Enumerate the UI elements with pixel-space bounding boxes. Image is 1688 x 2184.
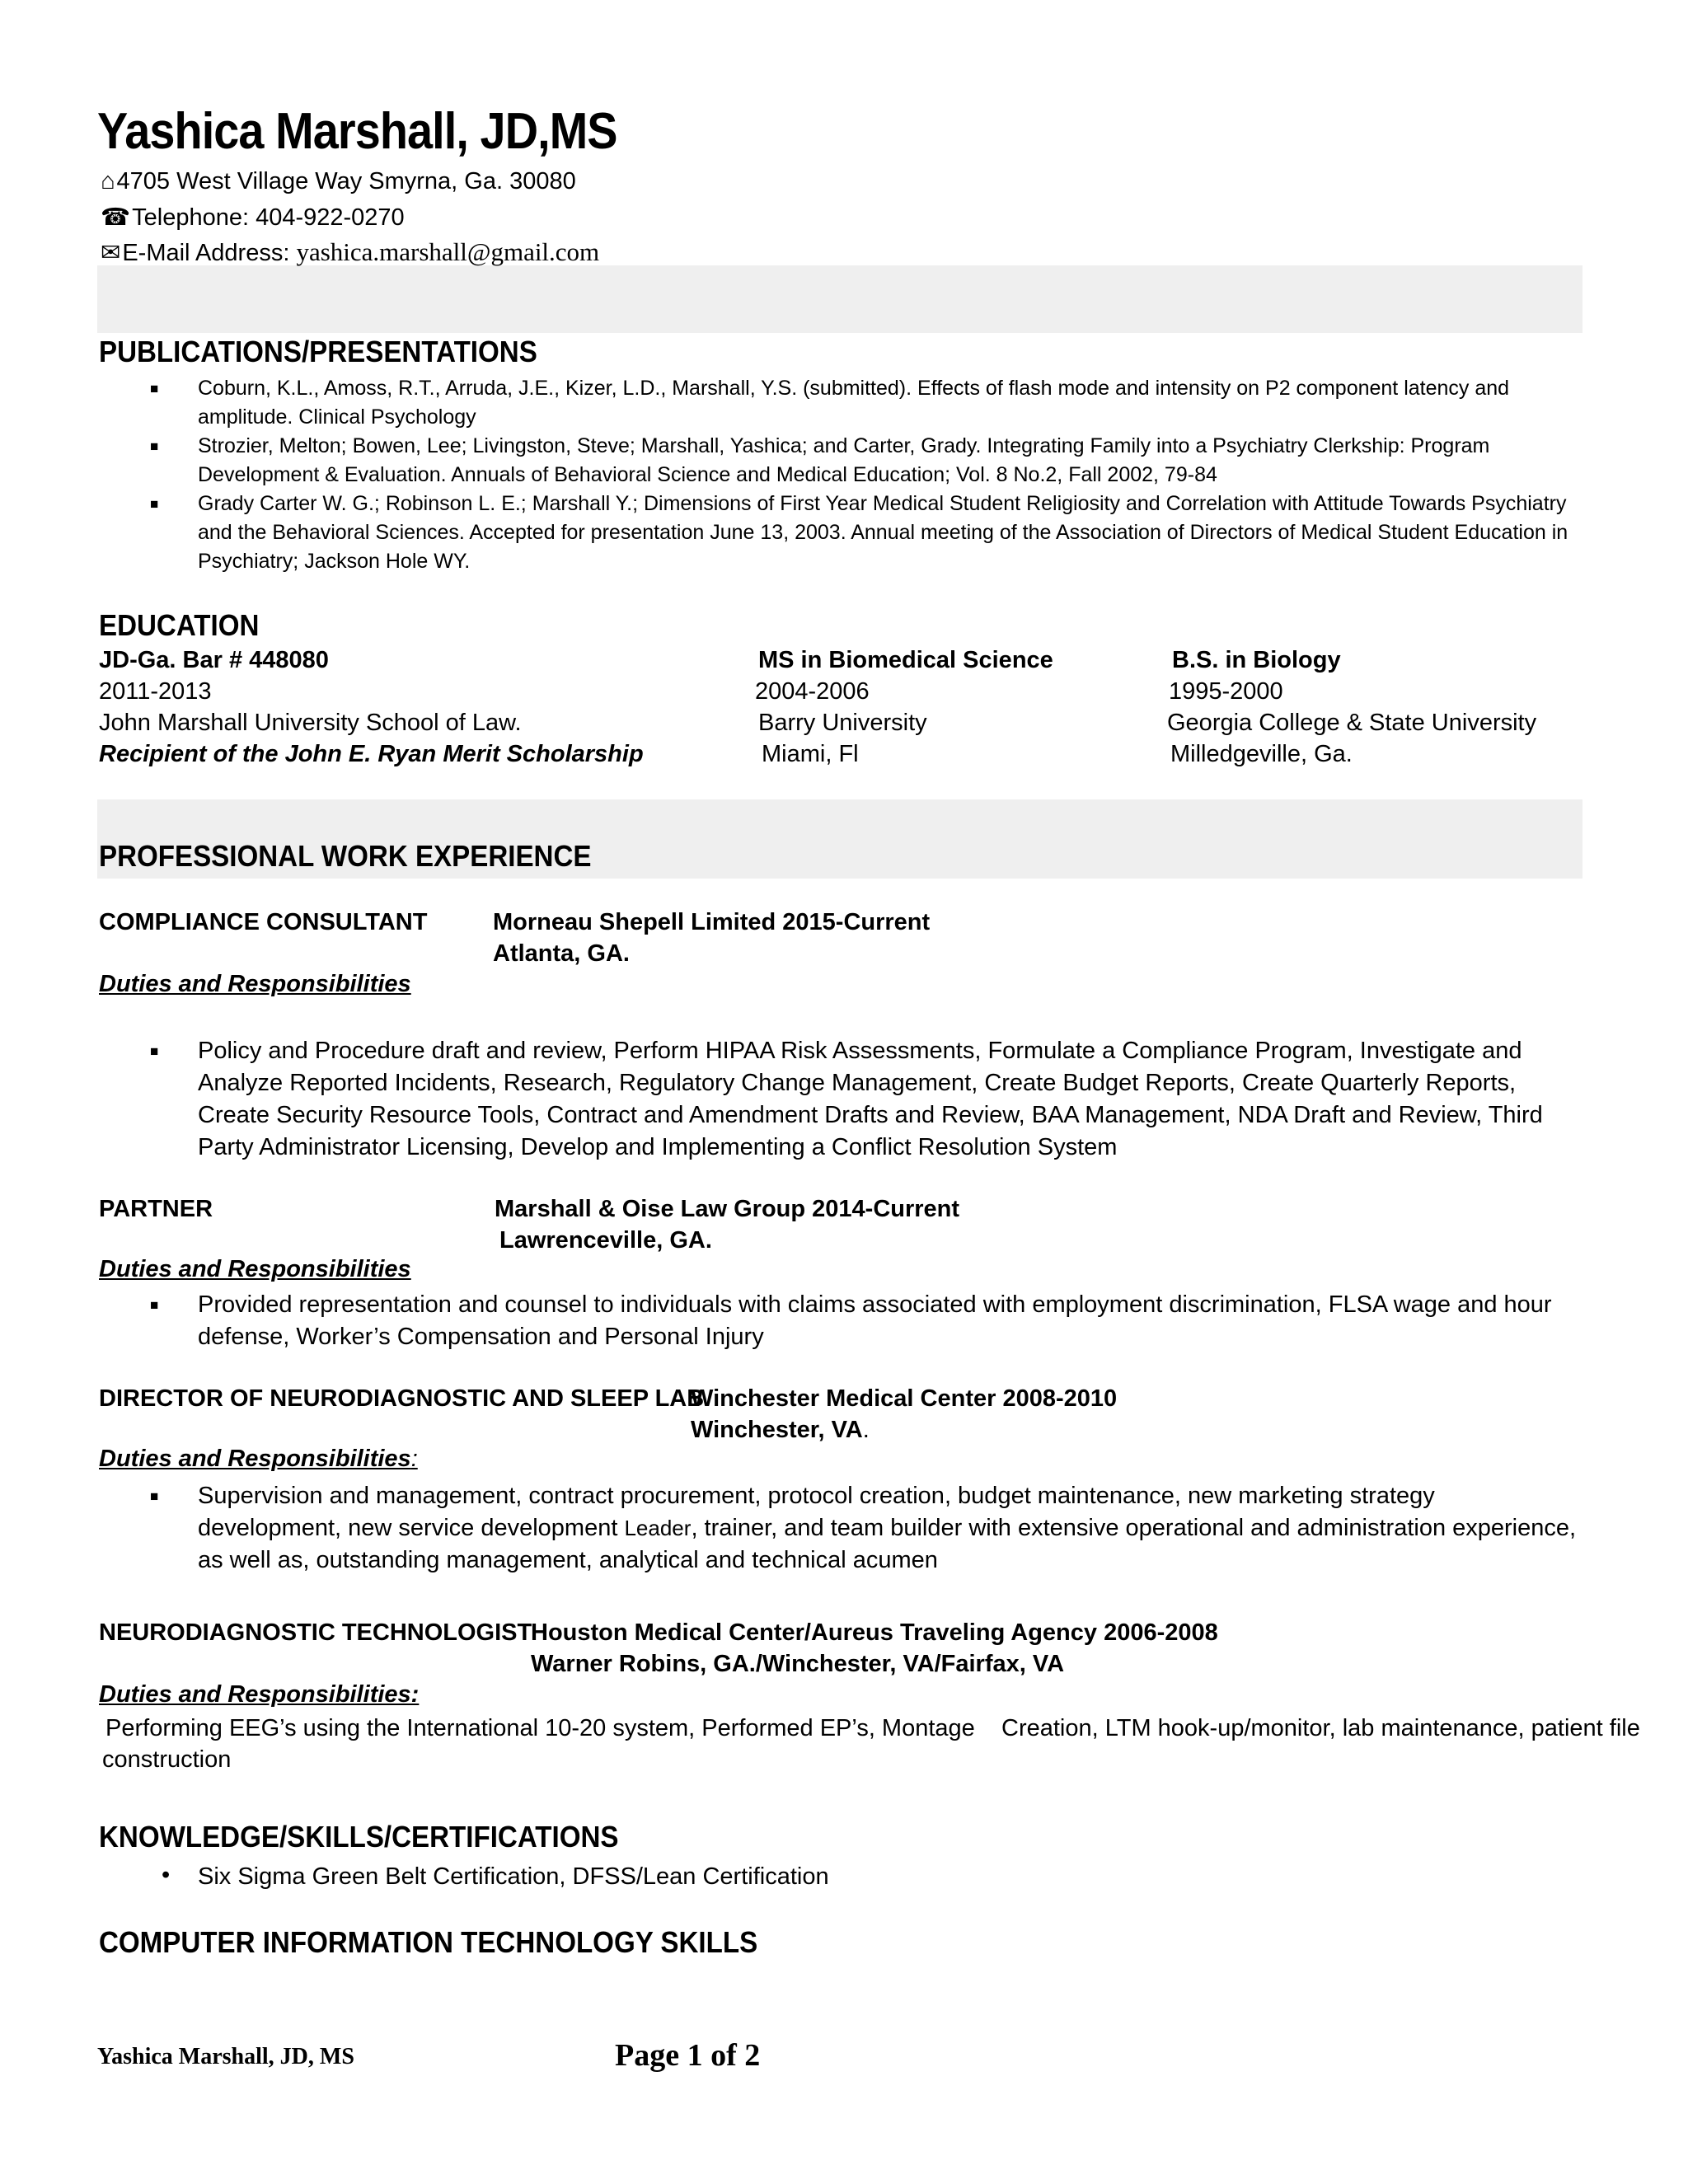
education-heading: EDUCATION <box>99 608 260 642</box>
address-text: 4705 West Village Way Smyrna, Ga. 30080 <box>116 168 576 194</box>
skill-item: Six Sigma Green Belt Certification, DFSS/Lean Certification <box>198 1863 829 1890</box>
education-degree: B.S. in Biology <box>1172 647 1341 673</box>
education-honor: Recipient of the John E. Ryan Merit Scholarship <box>99 741 644 767</box>
job-title: NEURODIAGNOSTIC TECHNOLOGIST <box>99 1619 532 1646</box>
bullet-icon: ■ <box>150 496 159 512</box>
telephone-line <box>101 203 405 232</box>
duties-label: Duties and Responsibilities <box>99 1256 411 1282</box>
education-degree: MS in Biomedical Science <box>758 647 1053 673</box>
bullet-icon: ■ <box>150 381 159 396</box>
publication-item: Grady Carter W. G.; Robinson L. E.; Marshall Y.; Dimensions of First Year Medical Student Religiosity and Correlation with Attitude Towards Psychiatry and the Behavioral Sciences. Accepted for presentation June 13, 2003. Annual meeting of the Association of Directors of Medical Student Education in Psychiatry; Jackson Hole WY. <box>198 492 1568 573</box>
education-school: Georgia College & State University <box>1167 710 1537 736</box>
footer-name: Yashica Marshall, JD, MS <box>97 2044 354 2069</box>
education-years: 2011-2013 <box>99 678 212 705</box>
job-title: PARTNER <box>99 1196 213 1222</box>
education-school: Barry University <box>758 710 927 736</box>
job-location-line <box>691 1414 870 1446</box>
address-line <box>101 168 576 195</box>
job-employer: Houston Medical Center/Aureus Traveling Agency 2006-2008 <box>531 1619 1218 1646</box>
duties-label: Duties and Responsibilities <box>99 971 411 997</box>
education-years: 2004-2006 <box>755 678 870 705</box>
email-line <box>101 237 599 267</box>
envelope-icon: ✉ <box>101 240 121 266</box>
header-band <box>97 265 1582 333</box>
job-employer: Morneau Shepell Limited 2015-Current <box>493 909 931 935</box>
home-icon: ⌂ <box>101 168 115 194</box>
education-degree: JD-Ga. Bar # 448080 <box>99 647 329 673</box>
education-location: Milledgeville, Ga. <box>1170 741 1353 767</box>
email-label: E-Mail Address: <box>122 240 297 266</box>
experience-heading: PROFESSIONAL WORK EXPERIENCE <box>99 839 592 873</box>
bullet-icon: • <box>162 1862 171 1888</box>
job-duties <box>198 1480 1582 1577</box>
job-duties-part: , trainer, and team builder with extensive operational and administration experience, as well as, outstanding management, analytical and technical acumen <box>198 1515 1577 1573</box>
duties-label-text: Duties and Responsibilities <box>99 1446 411 1472</box>
job-location: Warner Robins, GA./Winchester, VA/Fairfax, VA <box>531 1651 1065 1677</box>
job-title: COMPLIANCE CONSULTANT <box>99 909 428 935</box>
job-employer: Winchester Medical Center 2008-2010 <box>691 1385 1118 1412</box>
job-employer: Marshall & Oise Law Group 2014-Current <box>495 1196 960 1222</box>
page-number: Page 1 of 2 <box>615 2038 761 2073</box>
location-period: . <box>862 1417 870 1443</box>
publication-item: Coburn, K.L., Amoss, R.T., Arruda, J.E., Kizer, L.D., Marshall, Y.S. (submitted). Effects of flash mode and intensity on P2 component latency and amplitude. Clinical Psychology <box>198 377 1510 429</box>
bullet-icon: ■ <box>150 1488 159 1504</box>
job-duties: Policy and Procedure draft and review, Perform HIPAA Risk Assessments, Formulate a Compliance Program, Investigate and Analyze Reported Incidents, Research, Regulatory Change Management, Create Budget Reports, Create Quarterly Reports, Create Security Resource Tools, Contract and Amendment Drafts and Review, BAA Management, NDA Draft and Review, Third Party Administrator Licensing, Develop and Implementing a Conflict Resolution System <box>198 1038 1543 1160</box>
job-location: Atlanta, GA. <box>493 940 630 967</box>
duties-label: Duties and Responsibilities: <box>99 1681 420 1708</box>
education-location: Miami, Fl <box>762 741 859 767</box>
email-address[interactable]: yashica.marshall@gmail.com <box>296 237 600 266</box>
candidate-name: Yashica Marshall, JD,MS <box>97 103 617 160</box>
job-location: Winchester, VA <box>691 1417 863 1443</box>
bullet-icon: ■ <box>150 438 159 454</box>
bullet-icon: ■ <box>150 1043 159 1059</box>
publications-heading: PUBLICATIONS/PRESENTATIONS <box>99 335 537 368</box>
skills-heading: KNOWLEDGE/SKILLS/CERTIFICATIONS <box>99 1820 619 1854</box>
duties-label <box>99 1446 418 1473</box>
education-years: 1995-2000 <box>1169 678 1283 705</box>
publication-item: Strozier, Melton; Bowen, Lee; Livingston, Steve; Marshall, Yashica; and Carter, Grady. Integrating Family into a Psychiatry Clerkship: Program Development & Evaluation. Annuals of Behavioral Science and Medical Education; Vol. 8 No.2, Fall 2002, 79-84 <box>198 434 1490 486</box>
job-location: Lawrenceville, GA. <box>499 1227 712 1254</box>
telephone-icon: ☎ <box>101 204 131 231</box>
job-duties-leader: Leader <box>624 1516 692 1540</box>
job-duties: Performing EEG’s using the International 10-20 system, Performed EP’s, Montage Creation, LTM hook-up/monitor, lab maintenance, patient file <box>99 1715 1640 1741</box>
job-duties-part: Supervision and management, contract procurement, protocol creation, budget maintenance, new marketing strategy development, new service development <box>198 1483 1435 1541</box>
bullet-icon: ■ <box>150 1297 159 1313</box>
telephone-text: Telephone: 404-922-0270 <box>132 204 405 231</box>
job-duties: Provided representation and counsel to individuals with claims associated with employment discrimination, FLSA wage and hour defense, Worker’s Compensation and Personal Injury <box>198 1291 1552 1350</box>
duties-colon: : <box>410 1446 418 1472</box>
job-title: DIRECTOR OF NEURODIAGNOSTIC AND SLEEP LAB <box>99 1385 705 1412</box>
job-duties: construction <box>102 1746 232 1773</box>
computer-skills-heading: COMPUTER INFORMATION TECHNOLOGY SKILLS <box>99 1925 758 1959</box>
education-school: John Marshall University School of Law. <box>99 710 522 736</box>
